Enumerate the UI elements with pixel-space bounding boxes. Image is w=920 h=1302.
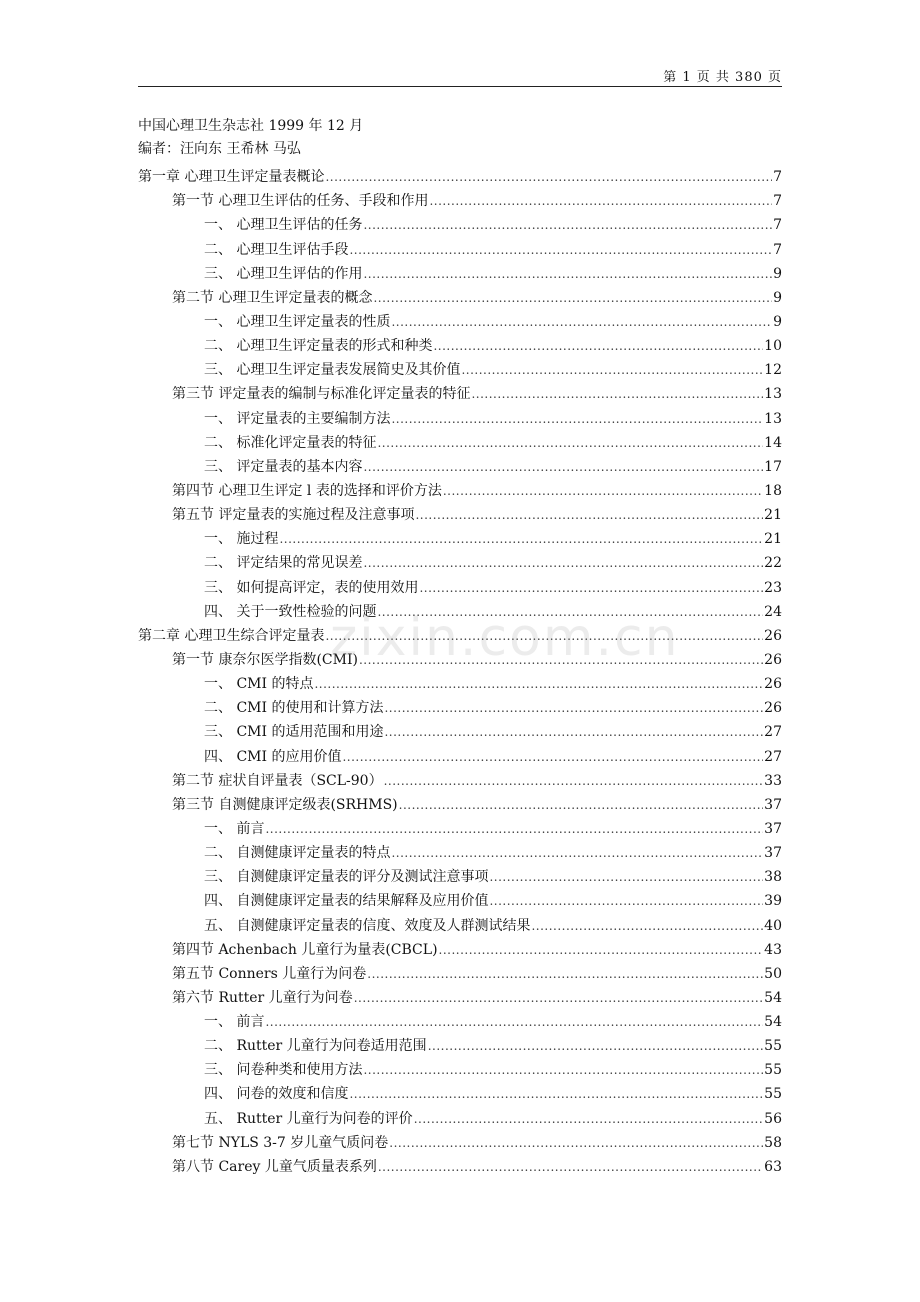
toc-dot-leader [433, 338, 763, 355]
toc-entry-page: 55 [764, 1062, 782, 1079]
toc-entry[interactable] [138, 1079, 782, 1103]
toc-entry-page: 21 [764, 507, 782, 524]
toc-entry-title: 第二章 心理卫生综合评定量表 [138, 627, 325, 644]
toc-entry[interactable] [138, 597, 782, 621]
toc-entry[interactable] [138, 838, 782, 862]
page-number-header: 第 1 页 共 380 页 [663, 70, 782, 85]
header-divider [138, 86, 782, 87]
toc-entry-title: 二、 标准化评定量表的特征 [204, 434, 377, 451]
toc-entry-page: 13 [764, 386, 782, 403]
toc-entry[interactable] [138, 621, 782, 645]
toc-entry[interactable] [138, 162, 782, 186]
toc-dot-leader [489, 869, 763, 886]
toc-entry-page: 7 [773, 241, 782, 258]
toc-dot-leader [354, 990, 763, 1007]
toc-dot-leader [279, 531, 763, 548]
toc-entry-page: 18 [764, 482, 782, 499]
toc-entry[interactable] [138, 741, 782, 765]
toc-entry-page: 9 [773, 313, 782, 330]
toc-entry[interactable] [138, 983, 782, 1007]
toc-dot-leader [489, 893, 763, 910]
toc-dot-leader [349, 1086, 763, 1103]
toc-entry-title: 第一章 心理卫生评定量表概论 [138, 169, 325, 186]
toc-entry-title: 一、 CMI 的特点 [204, 676, 314, 693]
toc-dot-leader [384, 773, 764, 790]
toc-dot-leader [414, 1111, 763, 1128]
toc-entry[interactable] [138, 886, 782, 910]
toc-entry[interactable] [138, 476, 782, 500]
toc-dot-leader [415, 507, 763, 524]
toc-entry-page: 22 [764, 555, 782, 572]
toc-entry-title: 一、 前言 [204, 1014, 265, 1031]
toc-entry[interactable] [138, 1152, 782, 1176]
toc-entry-page: 26 [764, 700, 782, 717]
toc-entry-title: 四、 问卷的效度和信度 [204, 1086, 349, 1103]
toc-dot-leader [378, 1159, 763, 1176]
toc-dot-leader [363, 555, 763, 572]
toc-entry-title: 第一节 心理卫生评估的任务、手段和作用 [172, 193, 429, 210]
toc-entry-title: 二、 心理卫生评定量表的形式和种类 [204, 338, 433, 355]
watermark: zixin.com.cn [330, 608, 680, 668]
toc-entry-title: 一、 心理卫生评估的任务 [204, 217, 363, 234]
toc-dot-leader [377, 435, 763, 452]
toc-entry-page: 23 [764, 579, 782, 596]
toc-entry-page: 38 [764, 869, 782, 886]
toc-entry[interactable] [138, 500, 782, 524]
toc-entry-page: 43 [764, 941, 782, 958]
toc-entry-page: 12 [764, 362, 782, 379]
toc-entry-page: 27 [764, 724, 782, 741]
toc-entry-page: 10 [764, 338, 782, 355]
toc-entry-title: 四、 自测健康评定量表的结果解释及应用价值 [204, 893, 489, 910]
toc-dot-leader [389, 1135, 763, 1152]
toc-entry-title: 二、 自测健康评定量表的特点 [204, 845, 391, 862]
publisher-line: 中国心理卫生杂志社 1999 年 12 月 [138, 118, 364, 134]
toc-dot-leader [363, 217, 772, 234]
toc-entry[interactable] [138, 331, 782, 355]
toc-entry-title: 二、 心理卫生评估手段 [204, 241, 349, 258]
toc-dot-leader [373, 290, 772, 307]
toc-entry[interactable] [138, 428, 782, 452]
toc-dot-leader [391, 314, 772, 331]
toc-dot-leader [384, 700, 763, 717]
toc-entry[interactable] [138, 717, 782, 741]
toc-entry-page: 54 [764, 1014, 782, 1031]
toc-dot-leader [265, 1014, 763, 1031]
toc-entry[interactable] [138, 548, 782, 572]
toc-entry[interactable] [138, 452, 782, 476]
toc-entry-title: 一、 评定量表的主要编制方法 [204, 410, 391, 427]
toc-entry-title: 一、 前言 [204, 820, 265, 837]
toc-dot-leader [377, 604, 763, 621]
toc-entry-page: 21 [764, 531, 782, 548]
toc-entry-title: 第八节 Carey 儿童气质量表系列 [172, 1158, 377, 1175]
toc-entry-page: 17 [764, 458, 782, 475]
toc-dot-leader [363, 266, 772, 283]
toc-entry-page: 7 [773, 193, 782, 210]
toc-entry[interactable] [138, 234, 782, 258]
toc-entry-page: 14 [764, 434, 782, 451]
toc-entry[interactable] [138, 790, 782, 814]
toc-entry-page: 54 [764, 989, 782, 1006]
toc-dot-leader [367, 966, 763, 983]
toc-entry-title: 第六节 Rutter 儿童行为问卷 [172, 989, 353, 1006]
toc-entry[interactable] [138, 814, 782, 838]
toc-entry-page: 37 [764, 845, 782, 862]
toc-entry[interactable] [138, 1128, 782, 1152]
toc-dot-leader [428, 1038, 763, 1055]
toc-entry-title: 第二节 心理卫生评定量表的概念 [172, 289, 373, 306]
toc-entry-title: 第七节 NYLS 3-7 岁儿童气质问卷 [172, 1134, 389, 1151]
toc-entry-title: 二、 Rutter 儿童行为问卷适用范围 [204, 1038, 427, 1055]
toc-entry-page: 7 [773, 169, 782, 186]
toc-entry[interactable] [138, 1103, 782, 1127]
toc-entry-page: 40 [764, 917, 782, 934]
toc-dot-leader [359, 652, 763, 669]
toc-entry-page: 9 [773, 289, 782, 306]
table-of-contents [138, 162, 782, 1176]
toc-entry-title: 二、 CMI 的使用和计算方法 [204, 700, 384, 717]
toc-dot-leader [419, 580, 763, 597]
authors-line: 编者：汪向东 王希林 马弘 [138, 141, 301, 157]
toc-entry-title: 五、 自测健康评定量表的信度、效度及人群测试结果 [204, 917, 531, 934]
toc-entry-page: 58 [764, 1134, 782, 1151]
toc-entry-title: 一、 施过程 [204, 531, 279, 548]
toc-entry-title: 三、 自测健康评定量表的评分及测试注意事项 [204, 869, 489, 886]
toc-entry-title: 四、 CMI 的应用价值 [204, 748, 342, 765]
toc-entry-page: 9 [773, 265, 782, 282]
toc-dot-leader [384, 724, 763, 741]
toc-entry-page: 33 [764, 772, 782, 789]
toc-entry-title: 第五节 Conners 儿童行为问卷 [172, 965, 367, 982]
toc-entry-page: 37 [764, 820, 782, 837]
toc-entry[interactable] [138, 1031, 782, 1055]
toc-entry-page: 26 [764, 627, 782, 644]
toc-entry-title: 第四节 Achenbach 儿童行为量表(CBCL) [172, 941, 438, 958]
toc-entry[interactable] [138, 693, 782, 717]
toc-entry-title: 三、 CMI 的适用范围和用途 [204, 724, 384, 741]
toc-entry-title: 第四节 心理卫生评定 l 表的选择和评价方法 [172, 482, 442, 499]
toc-entry[interactable] [138, 910, 782, 934]
toc-entry-page: 27 [764, 748, 782, 765]
toc-entry-page: 63 [764, 1158, 782, 1175]
toc-entry-title: 三、 如何提高评定，表的使用效用 [204, 579, 419, 596]
toc-entry[interactable] [138, 669, 782, 693]
toc-entry-title: 第二节 症状自评量表（SCL-90） [172, 772, 383, 789]
toc-entry-page: 55 [764, 1038, 782, 1055]
toc-dot-leader [391, 411, 763, 428]
toc-entry-title: 第三节 自测健康评定级表(SRHMS) [172, 796, 398, 813]
toc-entry-title: 第三节 评定量表的编制与标准化评定量表的特征 [172, 386, 471, 403]
toc-dot-leader [265, 821, 763, 838]
toc-entry[interactable] [138, 307, 782, 331]
toc-entry-title: 三、 评定量表的基本内容 [204, 458, 363, 475]
toc-entry-page: 13 [764, 410, 782, 427]
toc-entry[interactable] [138, 210, 782, 234]
toc-entry-page: 50 [764, 965, 782, 982]
toc-entry[interactable] [138, 283, 782, 307]
toc-dot-leader [325, 628, 763, 645]
toc-dot-leader [429, 193, 772, 210]
toc-entry[interactable] [138, 645, 782, 669]
toc-dot-leader [439, 942, 764, 959]
toc-dot-leader [399, 797, 764, 814]
toc-entry-page: 7 [773, 217, 782, 234]
toc-entry-title: 第一节 康奈尔医学指数(CMI) [172, 651, 358, 668]
toc-entry[interactable] [138, 379, 782, 403]
toc-dot-leader [391, 845, 763, 862]
toc-dot-leader [363, 459, 763, 476]
toc-entry-page: 39 [764, 893, 782, 910]
toc-entry[interactable] [138, 1055, 782, 1079]
toc-entry-title: 三、 心理卫生评估的作用 [204, 265, 363, 282]
toc-entry-title: 四、 关于一致性检验的问题 [204, 603, 377, 620]
toc-entry[interactable] [138, 355, 782, 379]
toc-entry-title: 二、 评定结果的常见误差 [204, 555, 363, 572]
toc-entry[interactable] [138, 935, 782, 959]
toc-entry[interactable] [138, 186, 782, 210]
toc-entry-title: 五、 Rutter 儿童行为问卷的评价 [204, 1110, 413, 1127]
toc-entry[interactable] [138, 524, 782, 548]
toc-dot-leader [443, 483, 763, 500]
toc-dot-leader [363, 1062, 763, 1079]
toc-entry[interactable] [138, 766, 782, 790]
toc-entry-title: 三、 心理卫生评定量表发展简史及其价值 [204, 362, 461, 379]
toc-entry-page: 26 [764, 676, 782, 693]
toc-entry[interactable] [138, 572, 782, 596]
toc-entry-page: 37 [764, 796, 782, 813]
toc-entry-page: 56 [764, 1110, 782, 1127]
toc-dot-leader [531, 918, 763, 935]
toc-entry[interactable] [138, 862, 782, 886]
toc-dot-leader [342, 749, 763, 766]
toc-dot-leader [461, 362, 763, 379]
toc-dot-leader [325, 169, 772, 186]
toc-dot-leader [471, 386, 763, 403]
toc-entry[interactable] [138, 1007, 782, 1031]
toc-entry-title: 一、 心理卫生评定量表的性质 [204, 313, 391, 330]
toc-entry-title: 三、 问卷种类和使用方法 [204, 1062, 363, 1079]
toc-entry-page: 26 [764, 651, 782, 668]
toc-entry-title: 第五节 评定量表的实施过程及注意事项 [172, 507, 415, 524]
toc-dot-leader [349, 242, 772, 259]
toc-entry[interactable] [138, 259, 782, 283]
toc-entry-page: 55 [764, 1086, 782, 1103]
toc-entry[interactable] [138, 959, 782, 983]
toc-entry-page: 24 [764, 603, 782, 620]
toc-entry[interactable] [138, 403, 782, 427]
toc-dot-leader [314, 676, 763, 693]
